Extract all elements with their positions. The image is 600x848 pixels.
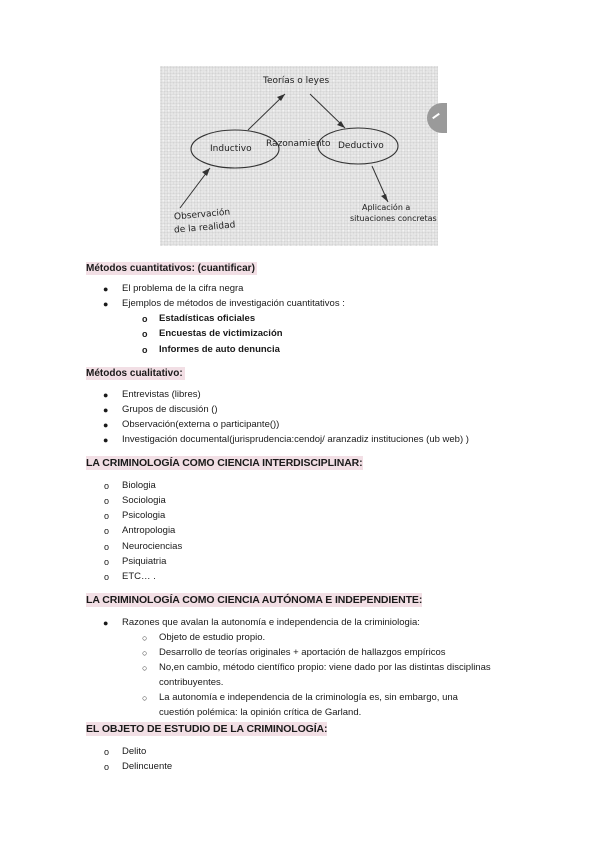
inter-item: ETC… . xyxy=(122,571,156,582)
diagram-bottom-left-label-2: de la realidad xyxy=(173,220,236,236)
qual-item-4: Investigación documental(jurisprudencia:cendoj/ aranzadiz instituciones (ub web) ) xyxy=(122,434,469,445)
circle-bullet-icon: ○ xyxy=(142,693,148,703)
quant-item-2: Ejemplos de métodos de investigación cuantitativos : xyxy=(122,298,345,309)
o-bullet-icon: o xyxy=(104,557,110,567)
auton-sub-item-2: Desarrollo de teorías originales + aportación de hallazgos empíricos xyxy=(159,647,446,658)
auton-heading: LA CRIMINOLOGÍA COMO CIENCIA AUTÓNOMA E INDEPENDIENTE: xyxy=(86,594,423,606)
qual-item-2: Grupos de discusión () xyxy=(122,404,218,415)
o-bullet-icon: o xyxy=(104,762,110,772)
bullet-icon: ● xyxy=(103,405,109,415)
quant-sub-item-1: Estadísticas oficiales xyxy=(159,313,256,324)
o-bullet-icon: o xyxy=(142,345,148,355)
inter-heading: LA CRIMINOLOGÍA COMO CIENCIA INTERDISCIPLINAR: xyxy=(86,457,363,469)
auton-sub-item-3-cont: contribuyentes. xyxy=(159,677,224,688)
objeto-item-1: Delito xyxy=(122,746,147,757)
o-bullet-icon: o xyxy=(104,542,110,552)
o-bullet-icon: o xyxy=(104,496,110,506)
auton-sub-item-3: No,en cambio, método científico propio: viene dado por las distintas disciplinas xyxy=(159,662,491,673)
inter-item: Sociologia xyxy=(122,495,166,506)
qual-item-1: Entrevistas (libres) xyxy=(122,389,201,400)
quant-sub-item-3: Informes de auto denuncia xyxy=(159,344,280,355)
diagram-left-label: Inductivo xyxy=(210,144,252,154)
circle-bullet-icon: ○ xyxy=(142,663,148,673)
objeto-heading: EL OBJETO DE ESTUDIO DE LA CRIMINOLOGÍA: xyxy=(86,723,328,735)
qual-heading: Métodos cualitativo: xyxy=(86,368,183,379)
circle-bullet-icon: ○ xyxy=(142,633,148,643)
reasoning-diagram xyxy=(160,66,438,246)
circle-bullet-icon: ○ xyxy=(142,648,148,658)
inter-item: Psicologia xyxy=(122,510,166,521)
inter-item: Psiquiatria xyxy=(122,556,167,567)
o-bullet-icon: o xyxy=(104,481,110,491)
quant-item-1: El problema de la cifra negra xyxy=(122,283,244,294)
o-bullet-icon: o xyxy=(142,329,148,339)
auton-sub-item-4-cont: cuestión polémica: la opinión crítica de Garland. xyxy=(159,707,362,718)
o-bullet-icon: o xyxy=(142,314,148,324)
o-bullet-icon: o xyxy=(104,526,110,536)
bullet-icon: ● xyxy=(103,390,109,400)
o-bullet-icon: o xyxy=(104,511,110,521)
bullet-icon: ● xyxy=(103,435,109,445)
o-bullet-icon: o xyxy=(104,572,110,582)
inter-item: Biologia xyxy=(122,480,156,491)
bullet-icon: ● xyxy=(103,284,109,294)
o-bullet-icon: o xyxy=(104,747,110,757)
diagram-bottom-right-label-2: situaciones concretas xyxy=(350,214,437,223)
quant-heading: Métodos cuantitativos: (cuantificar) xyxy=(86,263,255,274)
diagram-top-label: Teorías o leyes xyxy=(263,76,330,86)
bullet-icon: ● xyxy=(103,299,109,309)
qual-item-3: Observación(externa o participante()) xyxy=(122,419,280,430)
auton-item: Razones que avalan la autonomía e independencia de la criminiologia: xyxy=(122,617,420,628)
diagram-bottom-left-label-1: Observación xyxy=(173,207,231,223)
inter-item: Antropologia xyxy=(122,525,176,536)
quant-sub-item-2: Encuestas de victimización xyxy=(159,328,283,339)
diagram-center-label: Razonamiento xyxy=(266,139,331,149)
diagram-bottom-right-label-1: Aplicación a xyxy=(362,203,411,212)
auton-sub-item-1: Objeto de estudio propio. xyxy=(159,632,266,643)
bullet-icon: ● xyxy=(103,618,109,628)
objeto-item-2: Delincuente xyxy=(122,761,173,772)
auton-sub-item-4: La autonomía e independencia de la criminología es, sin embargo, una xyxy=(159,692,458,703)
bullet-icon: ● xyxy=(103,420,109,430)
inter-item: Neurociencias xyxy=(122,541,183,552)
diagram-right-label: Deductivo xyxy=(338,141,384,151)
